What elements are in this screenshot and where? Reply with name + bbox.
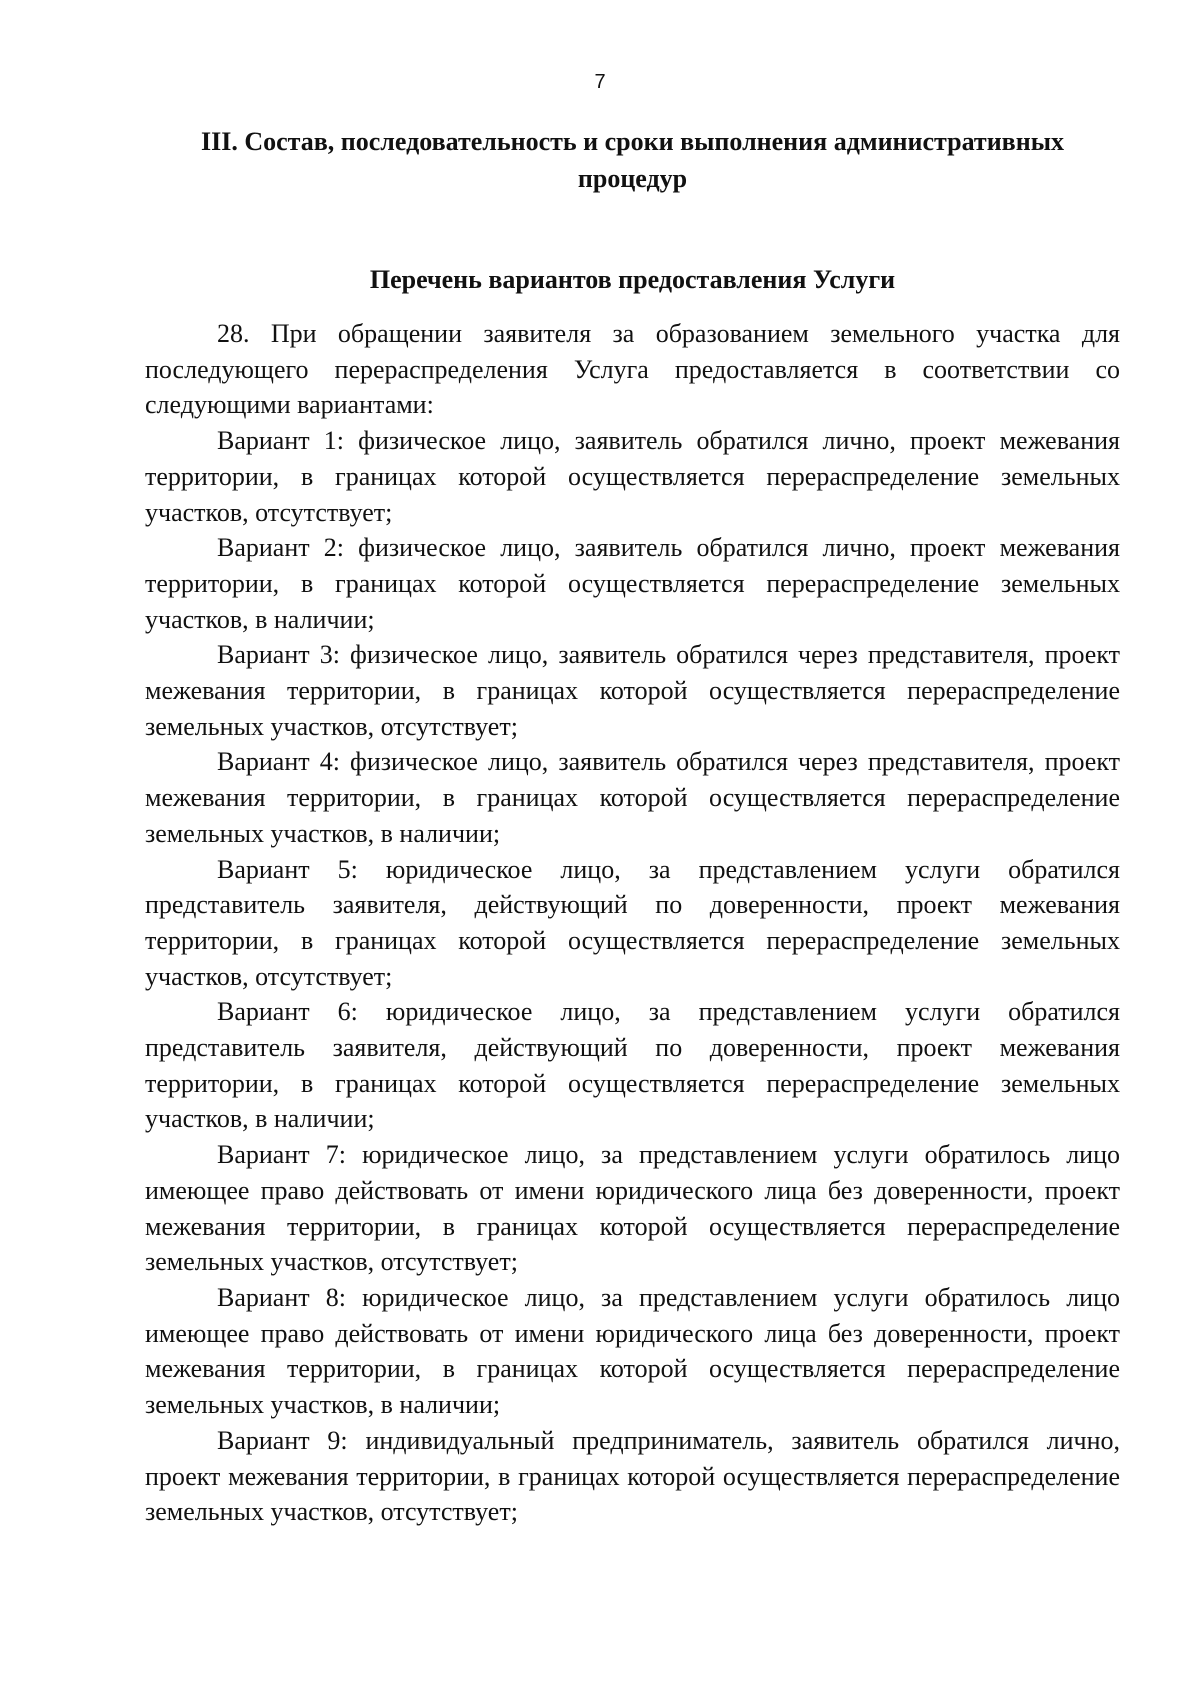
paragraph-variant-9: Вариант 9: индивидуальный предприниматель, заявитель обратился лично, проект межевания территории, в границах которой осуществляется перераспределение земельных участков, отсутствует; xyxy=(145,1425,1120,1527)
paragraph-variant-4: Вариант 4: физическое лицо, заявитель обратился через представителя, проект межевания территории, в границах которой осуществляется перераспределение земельных участков, в наличии; xyxy=(145,747,1120,848)
paragraph-variant-1: Вариант 1: физическое лицо, заявитель обратился лично, проект межевания территории, в границах которой осуществляется перераспределение земельных участков, отсутствует; xyxy=(145,426,1120,527)
page-number: 7 xyxy=(594,71,606,93)
paragraph-intro: 28. При обращении заявителя за образованием земельного участка для последующего перераспределения Услуга предоставляется в соответствии со следующими вариантами: xyxy=(145,319,1120,420)
paragraph-variant-3: Вариант 3: физическое лицо, заявитель обратился через представителя, проект межевания территории, в границах которой осуществляется перераспределение земельных участков, отсутствует; xyxy=(145,640,1120,741)
paragraph-variant-8: Вариант 8: юридическое лицо, за представлением услуги обратилось лицо имеющее право действовать от имени юридического лица без доверенности, проект межевания территории, в границах которой осуществляется перераспределение земельных участков, в наличии; xyxy=(145,1282,1120,1420)
paragraph-variant-5: Вариант 5: юридическое лицо, за представлением услуги обратился представитель заявителя, действующий по доверенности, проект межевания территории, в границах которой осуществляется перераспределение земельных участков, отсутствует; xyxy=(145,854,1120,991)
document-body xyxy=(145,123,1120,1530)
paragraph-variant-7: Вариант 7: юридическое лицо, за представлением услуги обратилось лицо имеющее право действовать от имени юридического лица без доверенности, проект межевания территории, в границах которой осуществляется перераспределение земельных участков, отсутствует; xyxy=(145,1140,1120,1277)
paragraph-variant-2: Вариант 2: физическое лицо, заявитель обратился лично, проект межевания территории, в границах которой осуществляется перераспределение земельных участков, в наличии; xyxy=(145,533,1120,634)
subsection-title: Перечень вариантов предоставления Услуги xyxy=(369,265,896,294)
paragraph-variant-6: Вариант 6: юридическое лицо, за представлением услуги обратился представитель заявителя, действующий по доверенности, проект межевания территории, в границах которой осуществляется перераспределение земельных участков, в наличии; xyxy=(145,997,1120,1134)
section-title: III. Состав, последовательность и сроки выполнения административных процедур xyxy=(200,127,1064,193)
